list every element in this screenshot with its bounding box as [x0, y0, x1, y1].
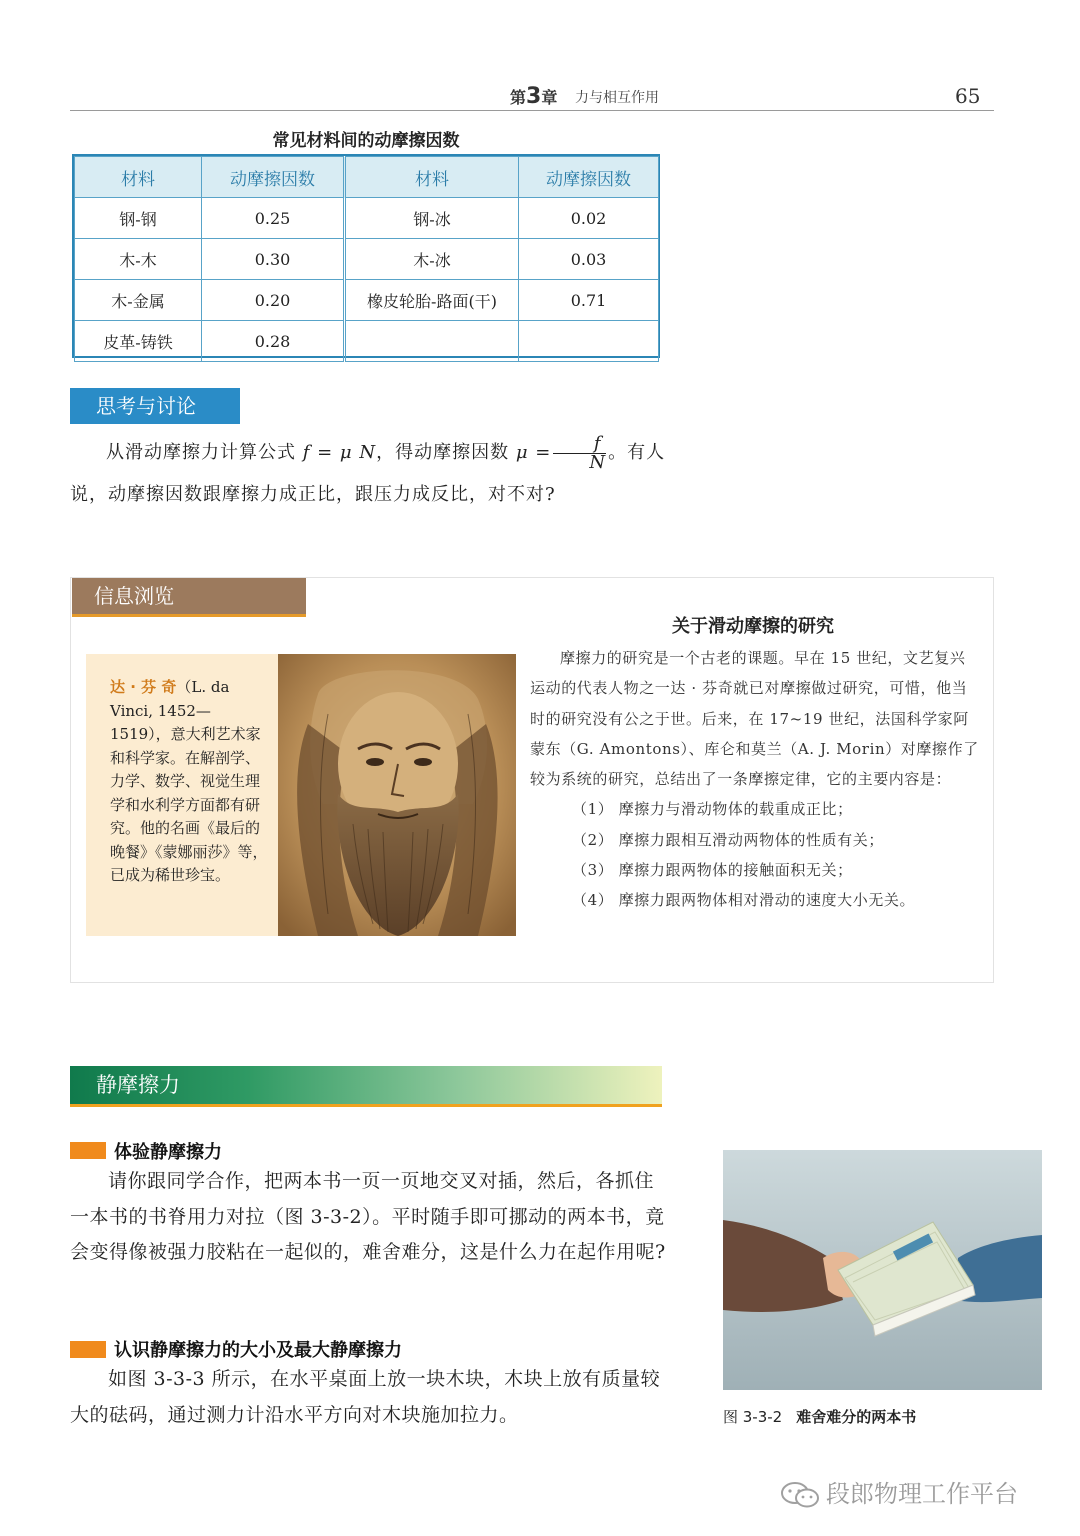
- table-cell: 木-木: [75, 239, 202, 280]
- page-number: 65: [955, 84, 981, 108]
- bio-text: 达 · 芬 奇（L. da Vinci, 1452—1519），意大利艺术家和科学家。在解剖学、力学、数学、视觉生理学和水利学方面都有研究。他的名画《最后的晚餐》《蒙娜丽莎》等，已成为稀世珍宝。: [110, 678, 268, 884]
- column-header: 动摩擦因数: [519, 157, 659, 198]
- chapter-title: 力与相互作用: [575, 90, 659, 106]
- subheading-marker: [70, 1341, 106, 1358]
- table-cell: 0.28: [202, 321, 345, 362]
- body-paragraph: 如图 3-3-3 所示，在水平桌面上放一块木块，木块上放有质量较大的砝码，通过测力计沿水平方向对木块施加拉力。: [70, 1368, 661, 1426]
- subheading-marker: [70, 1142, 106, 1159]
- friction-formula: f = μ N: [302, 442, 377, 463]
- table-cell: 橡皮轮胎-路面(干): [345, 280, 519, 321]
- list-item: （2） 摩擦力跟相互滑动两物体的性质有关；: [572, 830, 884, 849]
- table-cell: 0.02: [519, 198, 659, 239]
- table-cell: 0.20: [202, 280, 345, 321]
- table-cell: 0.25: [202, 198, 345, 239]
- info-browse-banner: 信息浏览: [72, 578, 306, 614]
- table-row: [75, 280, 659, 321]
- column-header: 材料: [75, 157, 202, 198]
- think-discuss-text: 从滑动摩擦力计算公式 f = μ N，得动摩擦因数 μ = $\frac{f}{N}$ 。有人说，动摩擦因数跟摩擦力成正比，跟压力成反比，对不对?: [70, 432, 666, 505]
- table-cell: [345, 321, 519, 362]
- chapter-number: 3: [526, 84, 542, 109]
- table-cell: 0.03: [519, 239, 659, 280]
- list-item: （4） 摩擦力跟两物体相对滑动的速度大小无关。: [572, 891, 916, 910]
- list-item: （1） 摩擦力与滑动物体的载重成正比；: [572, 800, 853, 819]
- article-title: 关于滑动摩擦的研究: [672, 616, 834, 637]
- friction-table: [72, 154, 660, 358]
- list-item: （3） 摩擦力跟两物体的接触面积无关；: [572, 861, 853, 880]
- watermark: 段郎物理工作平台: [780, 1474, 1018, 1509]
- table-cell: 木-冰: [345, 239, 519, 280]
- da-vinci-portrait: [278, 654, 516, 936]
- figure-caption: [723, 1406, 1042, 1427]
- banner-underline: [70, 1104, 662, 1107]
- table-cell: 钢-冰: [345, 198, 519, 239]
- header-rule: [70, 110, 994, 111]
- think-discuss-banner: 思考与讨论: [70, 388, 240, 424]
- static-friction-banner: 静摩擦力: [70, 1066, 662, 1104]
- table-cell: [519, 321, 659, 362]
- table-cell: 皮革-铸铁: [75, 321, 202, 362]
- wechat-icon: [780, 1481, 820, 1509]
- two-books-photo: [723, 1150, 1042, 1390]
- table-cell: 0.71: [519, 280, 659, 321]
- banner-underline: [72, 614, 306, 617]
- table-cell: 木-金属: [75, 280, 202, 321]
- column-header: 材料: [345, 157, 519, 198]
- column-header: 动摩擦因数: [202, 157, 345, 198]
- body-paragraph: 请你跟同学合作，把两本书一页一页地交叉对插，然后，各抓住一本书的书脊用力对拉（图 3-3-2）。平时随手即可挪动的两本书，竟会变得像被强力胶粘在一起似的，难舍难分，这是什么力在起作用呢?: [70, 1170, 666, 1263]
- table-cell: 0.30: [202, 239, 345, 280]
- table-row: [75, 198, 659, 239]
- mu-symbol: μ =: [515, 442, 552, 463]
- table-header-row: [75, 157, 659, 198]
- subheading: 体验静摩擦力: [114, 1142, 222, 1163]
- table-row: [75, 239, 659, 280]
- article-body: [530, 643, 980, 916]
- table-row: [75, 321, 659, 362]
- figure-label: 图 3-3-2: [723, 1408, 783, 1426]
- table-cell: 钢-钢: [75, 198, 202, 239]
- article-paragraph: 摩擦力的研究是一个古老的课题。早在 15 世纪，文艺复兴运动的代表人物之一达 · 芬奇就已对摩擦做过研究，可惜，他当时的研究没有公之于世。后来，在 17~19 世纪，法国科学家阿蒙东（G. Amontons）、库仑和莫兰（A. J. Morin）对摩擦作了较为系统的研究，总结出了一条摩擦定律，它的主要内容是：: [530, 649, 979, 789]
- bio-name: 达 · 芬 奇: [110, 678, 177, 696]
- figure-title: 难舍难分的两本书: [796, 1408, 917, 1426]
- chapter-label: 第3章: [510, 84, 558, 109]
- fraction: $\frac{f}{N}$: [553, 435, 606, 472]
- table-caption: 常见材料间的动摩擦因数: [272, 131, 460, 151]
- subheading: 认识静摩擦力的大小及最大静摩擦力: [114, 1340, 402, 1361]
